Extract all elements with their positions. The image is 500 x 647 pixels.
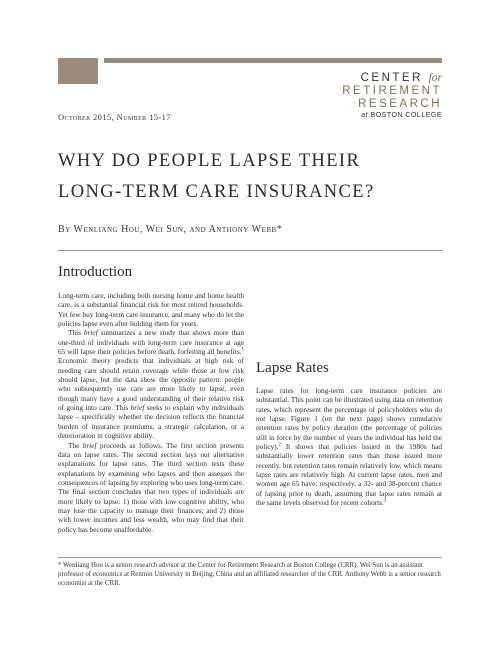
crr-logo[interactable] [342, 72, 442, 120]
lapse-rates-paragraph: Lapse rates for long-term care insurance policies are substantial. This point can be illustrated using data on retention rates, which represent the percentage of policyholders who do not lapse. Figure 1 (on the next page) shows cumulative retention rates by policy duration (the percentage of policies still in force by the number of years the individual has held the policy).$^2$ It shows that policies issued in the 1980s had substantially lower retention rates than those issued more recently, but retention rates remain relatively low, which means lapse rates are relatively high. At current lapse rates, men and women age 65 have, respectively, a 32- and 38-percent chance of lapsing prior to death, assuming that lapse rates remain at the same levels observed for recent cohorts.$^3$ [256, 386, 442, 508]
intro-paragraph-2: This brief summarizes a new study that shows more than one-third of individuals with long-term care insurance at age 65 will lapse their policies before death, forfeiting all benefits.$^1$ Economic theory predicts that individuals at high risk of needing care should retain coverage while those at low risk should lapse, but the data show the opposite pattern: people who subsequently use care are more likely to lapse, even though many have a good understanding of their relative risk of going into care. This brief seeks to explain why individuals lapse – specifically whether the decision reflects the financial burden of insurance premiums, a strategic calculation, or a deterioration in cognitive ability. [58, 328, 245, 441]
logo-bc-text: BOSTON COLLEGE [370, 111, 442, 119]
footnote-ref-2[interactable]: 2 [278, 442, 281, 448]
byline-rule [58, 250, 442, 251]
logo-center-line [342, 72, 442, 85]
footnote-ref-1[interactable]: 1 [241, 347, 244, 353]
issue-info: October 2015, Number 15-17 [58, 112, 171, 122]
introduction-heading: Introduction [58, 264, 133, 280]
brief-title [58, 146, 375, 208]
header-rule [104, 58, 442, 63]
author-byline: By Wenliang Hou, Wei Sun, and Anthony Webb* [58, 224, 283, 235]
lapse-rates-heading: Lapse Rates [256, 360, 329, 376]
logo-bc-line [342, 112, 442, 120]
logo-retirement-text: RETIREMENT [342, 85, 442, 98]
logo-for-text: for [428, 72, 442, 84]
logo-research-text: RESEARCH [358, 98, 442, 111]
logo-at-text: at [361, 111, 369, 119]
footnote-rule [58, 557, 442, 558]
author-footnote: * Wenliang Hou is a senior research advisor at the Center for Retirement Research at Boston College (CRR). Wei Sun is an assistant professor of economics at Renmin University in Beijing, China and an affiliated researcher of the CRR. Anthony Webb is a senior research economist at the CRR. [58, 562, 441, 587]
intro-paragraph-3: The brief proceeds as follows. The first section presents data on lapse rates. The second section lays out alternative explanations for lapse rates. The third section tests these explanations by examining who lapses and then assesses the consequences of lapsing by exploring who uses long-term care. The final section concludes that two types of individuals are more likely to lapse: 1) those with low cognitive ability, who may lose the capacity to manage their finances; and 2) those with lower incomes and less wealth, who may find that their policy has become unaffordable. [58, 440, 244, 534]
intro-paragraph-1: Long-term care, including both nursing home and home health care, is a substantial financial risk for most retired households. Yet few buy long-term care insurance, and many who do let the policies lapse even after holding them for years. [58, 291, 244, 329]
title-line-2: LONG-TERM CARE INSURANCE? [58, 182, 375, 202]
left-column [58, 291, 244, 534]
footnote-ref-3[interactable]: 3 [383, 498, 387, 504]
logo-center-text: CENTER [360, 72, 423, 84]
header-color-block [58, 58, 98, 84]
title-line-1: WHY DO PEOPLE LAPSE THEIR [58, 151, 361, 171]
